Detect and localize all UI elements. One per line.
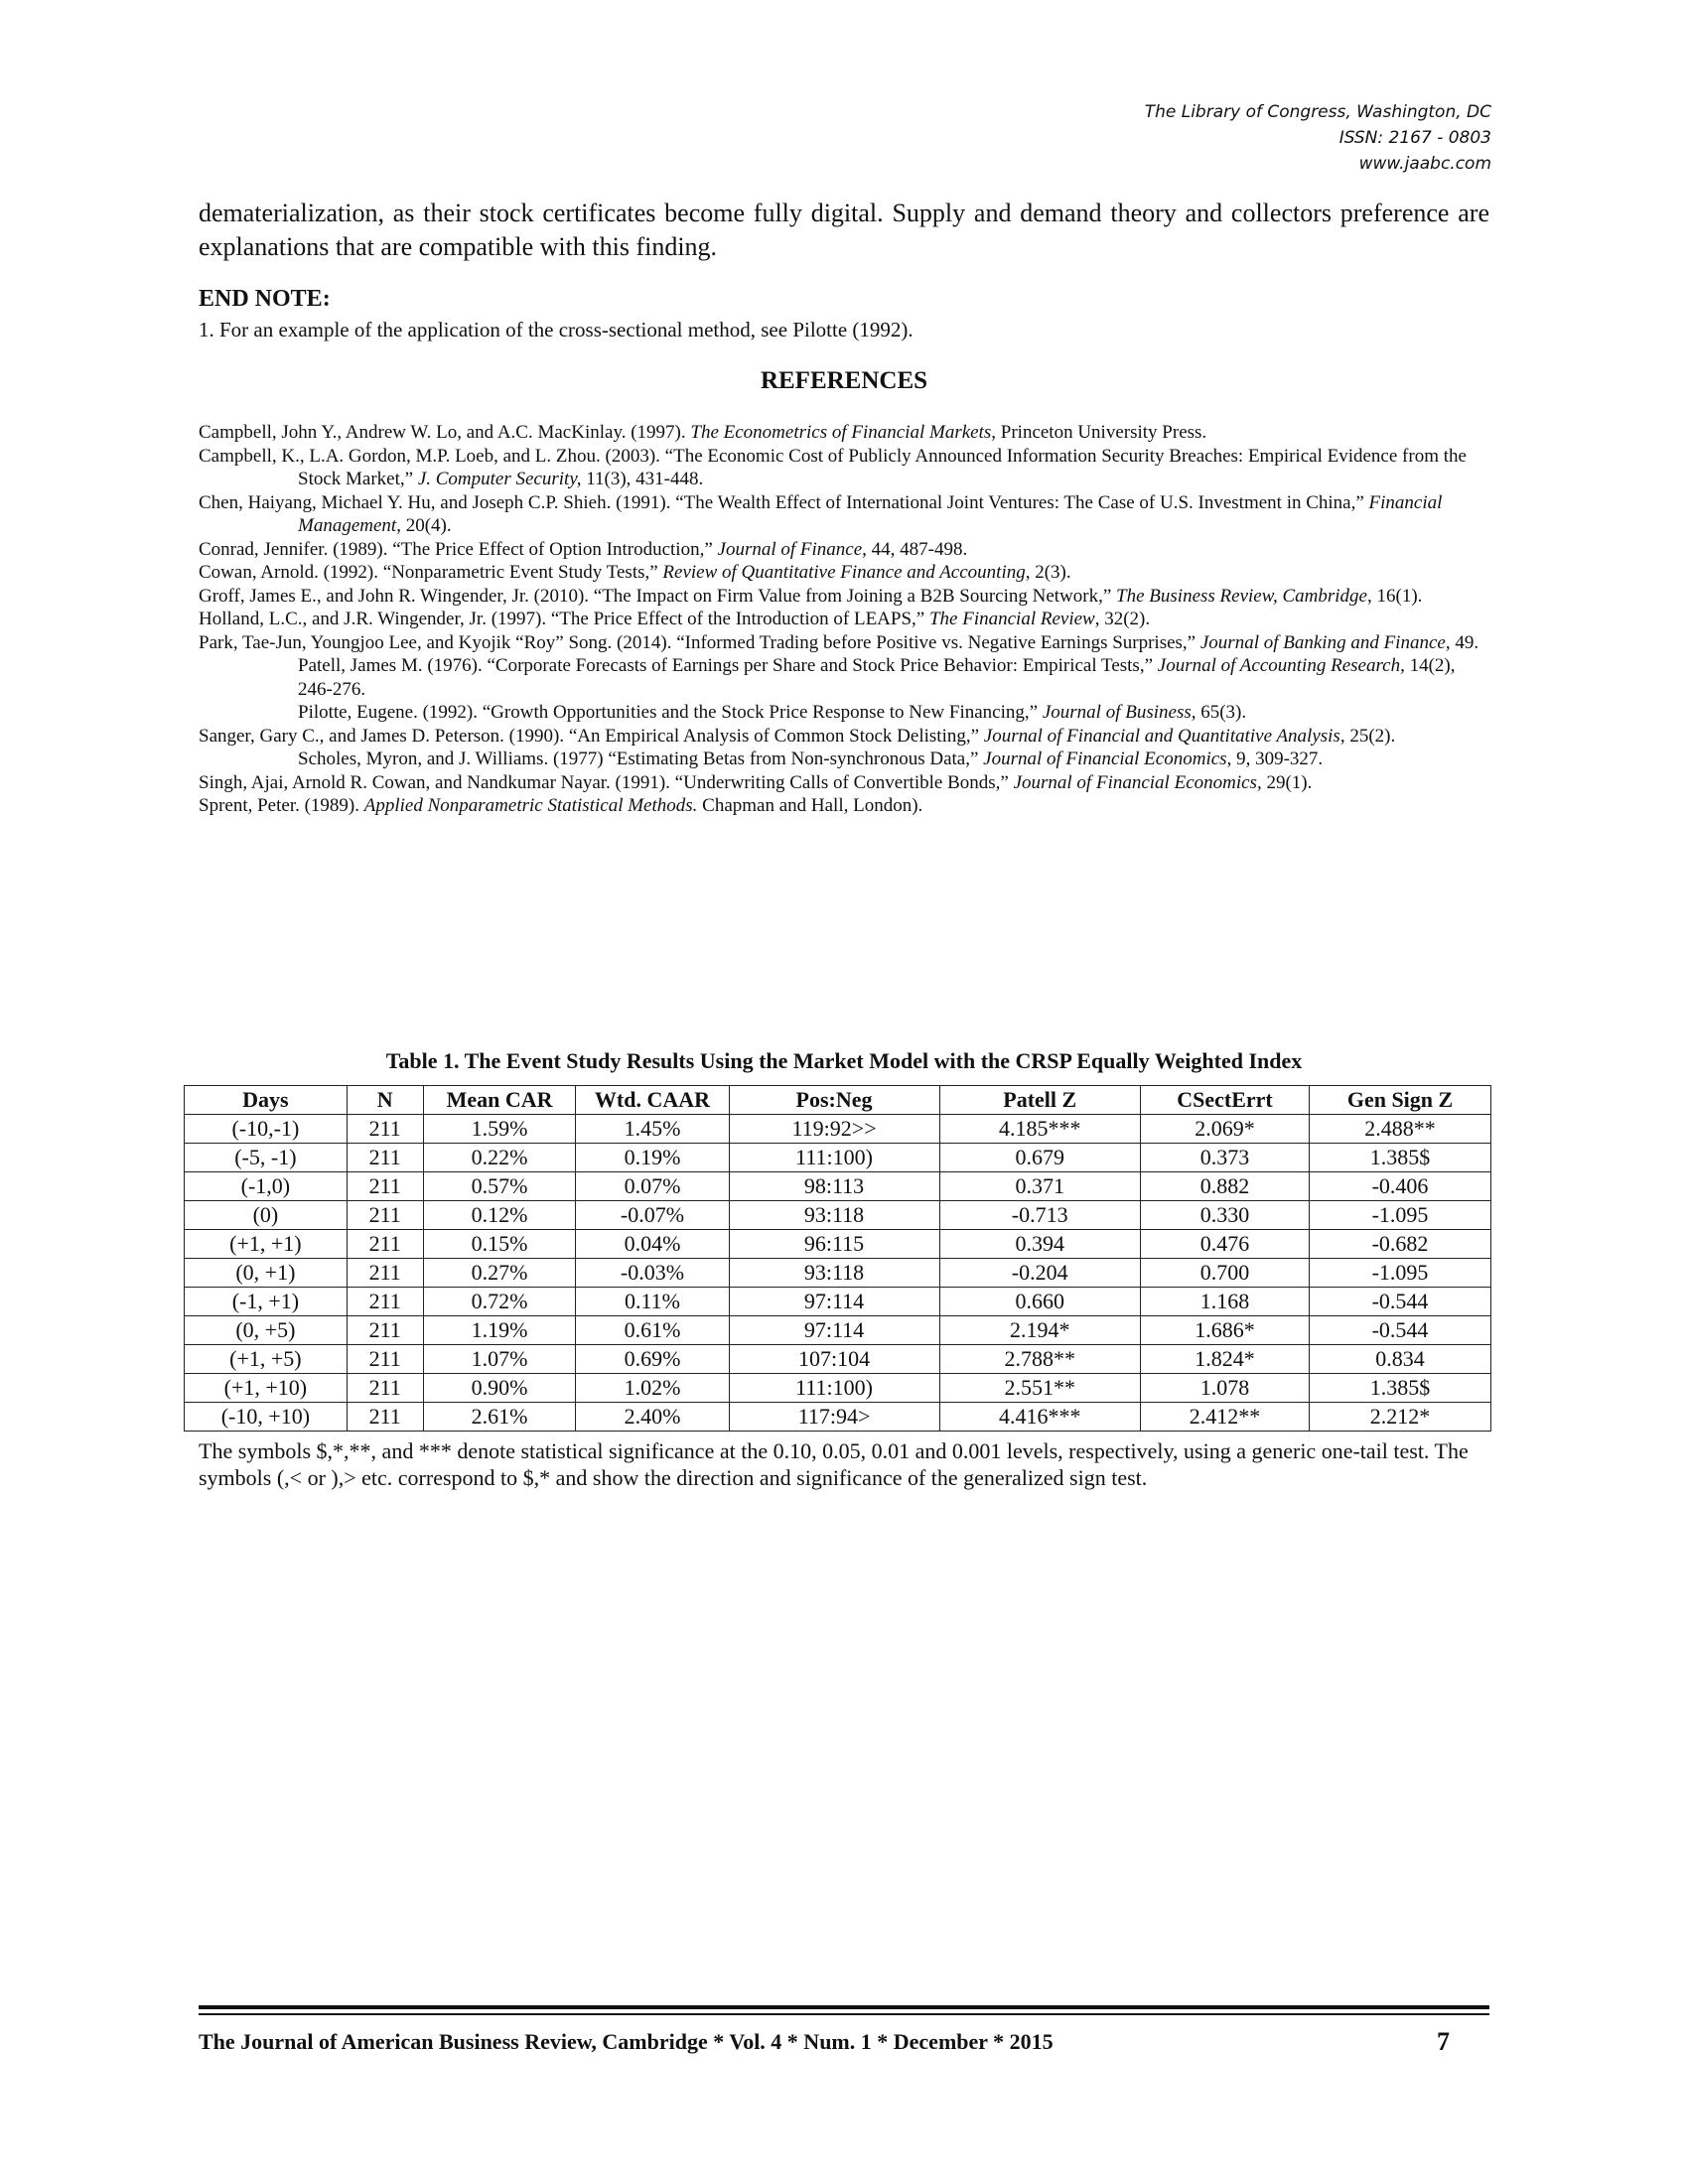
- reference-item: Park, Tae-Jun, Youngjoo Lee, and Kyojik “Roy” Song. (2014). “Informed Trading before Positive vs. Negative Earnings Surprises,” Journal of Banking and Finance, 49.: [199, 631, 1479, 653]
- table-cell: 1.824*: [1140, 1345, 1309, 1374]
- reference-item: Singh, Ajai, Arnold R. Cowan, and Nandkumar Nayar. (1991). “Underwriting Calls of Convertible Bonds,” Journal of Financial Economics, 29(1).: [199, 771, 1313, 793]
- table-cell: 111:100): [729, 1374, 939, 1403]
- table-cell: (+1, +5): [185, 1345, 348, 1374]
- table-cell: 0.12%: [423, 1201, 576, 1230]
- table-row: [185, 1144, 1491, 1172]
- table-cell: 119:92>>: [729, 1115, 939, 1144]
- table-cell: 0.373: [1140, 1144, 1309, 1172]
- endnote-item: 1. For an example of the application of the cross-sectional method, see Pilotte (1992).: [199, 318, 914, 341]
- reference-item: Holland, L.C., and J.R. Wingender, Jr. (1997). “The Price Effect of the Introduction of LEAPS,” The Financial Review, 32(2).: [199, 609, 1151, 629]
- table-row: [185, 1172, 1491, 1201]
- table-cell: 0.330: [1140, 1201, 1309, 1230]
- table-cell: (0, +5): [185, 1316, 348, 1345]
- table-cell: 1.07%: [423, 1345, 576, 1374]
- table-cell: 107:104: [729, 1345, 939, 1374]
- table-cell: 211: [347, 1316, 423, 1345]
- journal-header: [1145, 99, 1491, 177]
- table-row: [185, 1230, 1491, 1259]
- table-cell: 4.185***: [939, 1115, 1140, 1144]
- table-cell: (-5, -1): [185, 1144, 348, 1172]
- reference-item: Groff, James E., and John R. Wingender, Jr. (2010). “The Impact on Firm Value from Joining a B2B Sourcing Network,” The Business Review, Cambridge, 16(1).: [199, 585, 1423, 607]
- table-cell: 2.194*: [939, 1316, 1140, 1345]
- table-body: [185, 1115, 1491, 1432]
- reference-item: Cowan, Arnold. (1992). “Nonparametric Event Study Tests,” Review of Quantitative Finance and Accounting, 2(3).: [199, 562, 1071, 583]
- table-caption: Table 1. The Event Study Results Using the Market Model with the CRSP Equally Weighted Index: [385, 1048, 1303, 1073]
- reference-item: Sprent, Peter. (1989). Applied Nonparametric Statistical Methods. Chapman and Hall, London).: [199, 795, 923, 816]
- table-cell: 1.078: [1140, 1374, 1309, 1403]
- table-cell: -1.095: [1310, 1201, 1491, 1230]
- table-row: [185, 1316, 1491, 1345]
- table-cell: 2.212*: [1310, 1403, 1491, 1432]
- reference-item: Patell, James M. (1976). “Corporate Forecasts of Earnings per Share and Stock Price Behavior: Empirical Tests,” Journal of Accounting Research, 14(2), 246-276.: [298, 655, 1456, 700]
- references-list: [199, 421, 1489, 818]
- table-cell: 2.61%: [423, 1403, 576, 1432]
- intro-paragraph: dematerialization, as their stock certificates become fully digital. Supply and demand theory and collectors preference are explanations that are compatible with this finding.: [199, 199, 1489, 261]
- table-row: [185, 1115, 1491, 1144]
- column-header: Pos:Neg: [729, 1086, 939, 1115]
- table-cell: (-1,0): [185, 1172, 348, 1201]
- table-cell: (-1, +1): [185, 1288, 348, 1316]
- header-line-3: www.jaabc.com: [1358, 154, 1491, 174]
- table-cell: (-10, +10): [185, 1403, 348, 1432]
- column-header: N: [347, 1086, 423, 1115]
- table-cell: 117:94>: [729, 1403, 939, 1432]
- page-number: 7: [1437, 2027, 1450, 2056]
- table-cell: -0.544: [1310, 1316, 1491, 1345]
- table-cell: 0.61%: [576, 1316, 729, 1345]
- reference-item: Chen, Haiyang, Michael Y. Hu, and Joseph C.P. Shieh. (1991). “The Wealth Effect of International Joint Ventures: The Case of U.S. Investment in China,” Financial Management, 20(4).: [199, 491, 1443, 536]
- endnote-heading: END NOTE:: [199, 286, 331, 312]
- table-cell: 0.04%: [576, 1230, 729, 1259]
- table-row: [185, 1345, 1491, 1374]
- table-cell: -0.03%: [576, 1259, 729, 1288]
- table-cell: (0, +1): [185, 1259, 348, 1288]
- table-cell: 98:113: [729, 1172, 939, 1201]
- table-cell: 4.416***: [939, 1403, 1140, 1432]
- column-header: Patell Z: [939, 1086, 1140, 1115]
- table-cell: (-10,-1): [185, 1115, 348, 1144]
- table-cell: 211: [347, 1403, 423, 1432]
- table-cell: 211: [347, 1115, 423, 1144]
- table-cell: 1.59%: [423, 1115, 576, 1144]
- table-cell: 0.834: [1310, 1345, 1491, 1374]
- table-cell: 2.488**: [1310, 1115, 1491, 1144]
- table-cell: 1.168: [1140, 1288, 1309, 1316]
- table-cell: 97:114: [729, 1316, 939, 1345]
- table-cell: 2.069*: [1140, 1115, 1309, 1144]
- table-row: [185, 1374, 1491, 1403]
- table-cell: -0.682: [1310, 1230, 1491, 1259]
- table-cell: 0.15%: [423, 1230, 576, 1259]
- table-cell: 0.57%: [423, 1172, 576, 1201]
- table-cell: 0.69%: [576, 1345, 729, 1374]
- table-note: The symbols $,*,**, and *** denote statistical significance at the 0.10, 0.05, 0.01 and 0.001 levels, respectively, using a generic one-tail test. The symbols (,< or ),> etc. correspond to $,* and show the direction and significance of the generalized sign test.: [199, 1438, 1469, 1490]
- table-cell: 211: [347, 1374, 423, 1403]
- table-header-row: [185, 1086, 1491, 1115]
- reference-item: Campbell, K., L.A. Gordon, M.P. Loeb, and L. Zhou. (2003). “The Economic Cost of Publicly Announced Information Security Breaches: Empirical Evidence from the Stock Market,” J. Computer Security, 11(3), 431-448.: [199, 445, 1467, 489]
- table-cell: 96:115: [729, 1230, 939, 1259]
- table-cell: -0.204: [939, 1259, 1140, 1288]
- table-row: [185, 1403, 1491, 1432]
- table-cell: 2.788**: [939, 1345, 1140, 1374]
- table-cell: 0.679: [939, 1144, 1140, 1172]
- table-cell: 0.700: [1140, 1259, 1309, 1288]
- header-line-1: The Library of Congress, Washington, DC: [1144, 102, 1491, 122]
- table-cell: -0.713: [939, 1201, 1140, 1230]
- column-header: Mean CAR: [423, 1086, 576, 1115]
- table-cell: 0.11%: [576, 1288, 729, 1316]
- column-header: Days: [185, 1086, 348, 1115]
- table-cell: -0.07%: [576, 1201, 729, 1230]
- reference-item: Sanger, Gary C., and James D. Peterson. (1990). “An Empirical Analysis of Common Stock Delisting,” Journal of Financial and Quantitative Analysis, 25(2).: [199, 725, 1396, 747]
- table-cell: (+1, +1): [185, 1230, 348, 1259]
- table-cell: (+1, +10): [185, 1374, 348, 1403]
- table-cell: 0.19%: [576, 1144, 729, 1172]
- table-cell: 0.27%: [423, 1259, 576, 1288]
- reference-item: Conrad, Jennifer. (1989). “The Price Effect of Option Introduction,” Journal of Finance, 44, 487-498.: [199, 538, 968, 560]
- table-cell: 0.476: [1140, 1230, 1309, 1259]
- table-cell: 211: [347, 1259, 423, 1288]
- table-cell: 1.686*: [1140, 1316, 1309, 1345]
- table-cell: 93:118: [729, 1201, 939, 1230]
- reference-item: Campbell, John Y., Andrew W. Lo, and A.C. MacKinlay. (1997). The Econometrics of Financial Markets, Princeton University Press.: [199, 422, 1207, 443]
- table-row: [185, 1259, 1491, 1288]
- footer-rule: [199, 2005, 1489, 2009]
- table-cell: 1.45%: [576, 1115, 729, 1144]
- table-cell: 0.90%: [423, 1374, 576, 1403]
- table-cell: 0.07%: [576, 1172, 729, 1201]
- references-heading: REFERENCES: [760, 367, 928, 394]
- table-cell: 0.22%: [423, 1144, 576, 1172]
- table-cell: 0.660: [939, 1288, 1140, 1316]
- column-header: Wtd. CAAR: [576, 1086, 729, 1115]
- table-cell: 211: [347, 1230, 423, 1259]
- table-cell: 97:114: [729, 1288, 939, 1316]
- table-cell: 2.40%: [576, 1403, 729, 1432]
- table-row: [185, 1201, 1491, 1230]
- table-cell: 111:100): [729, 1144, 939, 1172]
- table-cell: 93:118: [729, 1259, 939, 1288]
- table-cell: 211: [347, 1345, 423, 1374]
- table-cell: 1.19%: [423, 1316, 576, 1345]
- footer-rule: [199, 2013, 1489, 2015]
- results-table: [184, 1085, 1491, 1432]
- reference-item: Scholes, Myron, and J. Williams. (1977) “Estimating Betas from Non-synchronous Data,” Journal of Financial Economics, 9, 309-327.: [298, 749, 1324, 769]
- table-cell: 0.72%: [423, 1288, 576, 1316]
- table-cell: -0.544: [1310, 1288, 1491, 1316]
- table-cell: 2.412**: [1140, 1403, 1309, 1432]
- table-cell: 0.882: [1140, 1172, 1309, 1201]
- table-cell: -1.095: [1310, 1259, 1491, 1288]
- table-row: [185, 1288, 1491, 1316]
- table-cell: 0.371: [939, 1172, 1140, 1201]
- column-header: CSectErrt: [1140, 1086, 1309, 1115]
- table-cell: 2.551**: [939, 1374, 1140, 1403]
- table-cell: 211: [347, 1144, 423, 1172]
- table-cell: 211: [347, 1172, 423, 1201]
- table-cell: -0.406: [1310, 1172, 1491, 1201]
- table-cell: 1.385$: [1310, 1144, 1491, 1172]
- table-cell: 211: [347, 1201, 423, 1230]
- reference-item: Pilotte, Eugene. (1992). “Growth Opportunities and the Stock Price Response to New Financing,” Journal of Business, 65(3).: [298, 702, 1247, 723]
- column-header: Gen Sign Z: [1310, 1086, 1491, 1115]
- table-cell: (0): [185, 1201, 348, 1230]
- table-cell: 1.385$: [1310, 1374, 1491, 1403]
- table-cell: 1.02%: [576, 1374, 729, 1403]
- header-line-2: ISSN: 2167 - 0803: [1338, 128, 1491, 148]
- table-cell: 211: [347, 1288, 423, 1316]
- footer-citation: The Journal of American Business Review, Cambridge * Vol. 4 * Num. 1 * December * 2015: [199, 2029, 1054, 2054]
- table-cell: 0.394: [939, 1230, 1140, 1259]
